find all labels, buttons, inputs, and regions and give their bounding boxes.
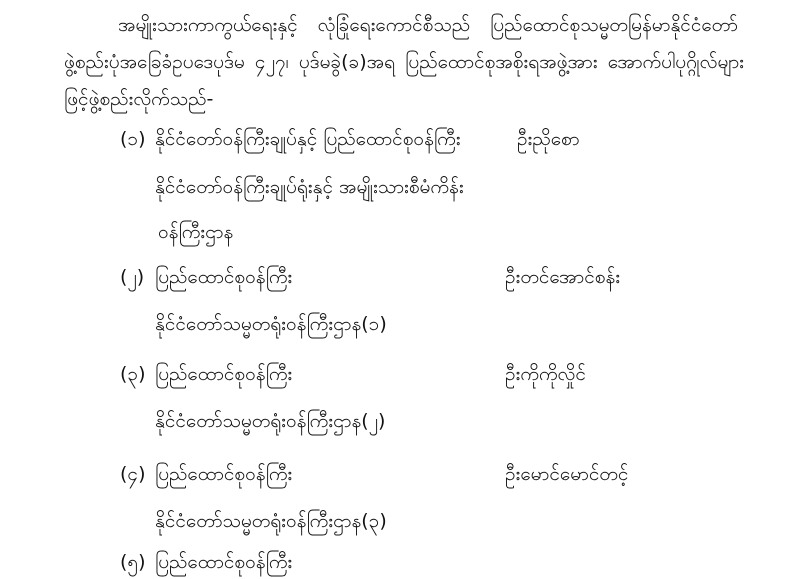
item-3-role-line-2: နိုင်ငံတော်သမ္မတရုံးဝန်ကြီးဌာန(၂) bbox=[155, 410, 386, 432]
item-4-number: (၄) bbox=[120, 463, 146, 485]
item-4-role-line-2: နိုင်ငံတော်သမ္မတရုံးဝန်ကြီးဌာန(၃) bbox=[155, 510, 387, 532]
item-1-number: (၁) bbox=[120, 128, 146, 150]
intro-line-1: အမျိုးသားကာကွယ်ရေးနှင့် လုံခြုံရေးကောင်စီသည် ပြည်ထောင်စုသမ္မတမြန်မာနိုင်ငံတော် bbox=[118, 14, 738, 36]
item-4-name: ဦးမောင်မောင်တင့် bbox=[505, 463, 629, 485]
item-4-role-line-1: ပြည်ထောင်စုဝန်ကြီး bbox=[155, 463, 293, 485]
item-2-name: ဦးတင်အောင်စန်း bbox=[505, 266, 621, 288]
item-3-role-line-1: ပြည်ထောင်စုဝန်ကြီး bbox=[155, 363, 293, 385]
item-1-role-line-2: နိုင်ငံတော်ဝန်ကြီးချုပ်ရုံးနှင့် အမျိုးသားစီမံကိန်း bbox=[155, 176, 464, 198]
item-1-name: ဦးညိုစော bbox=[517, 128, 580, 150]
item-1-role-line-3: ဝန်ကြီးဌာန bbox=[158, 221, 234, 243]
intro-line-2: ဖွဲ့စည်းပုံအခြေခံဥပဒေပုဒ်မ ၄၂၇၊ ပုဒ်မခွဲ(ခ)အရ ပြည်ထောင်စုအစိုးရအဖွဲ့အား အောက်ပါပုဂ္ဂိုလ်များ bbox=[64, 51, 744, 73]
item-3-number: (၃) bbox=[120, 363, 146, 385]
item-5-number: (၅) bbox=[120, 551, 146, 573]
item-1-role-line-1: နိုင်ငံတော်ဝန်ကြီးချုပ်နှင့် ပြည်ထောင်စုဝန်ကြီး bbox=[155, 128, 461, 150]
intro-line-3: ဖြင့်ဖွဲ့စည်းလိုက်သည်- bbox=[64, 88, 214, 110]
item-3-name: ဦးကိုကိုလှိုင် bbox=[505, 363, 586, 385]
item-5-role-line-1: ပြည်ထောင်စုဝန်ကြီး bbox=[155, 551, 293, 573]
item-2-number: (၂) bbox=[120, 266, 145, 288]
item-2-role-line-1: ပြည်ထောင်စုဝန်ကြီး bbox=[155, 266, 293, 288]
item-2-role-line-2: နိုင်ငံတော်သမ္မတရုံးဝန်ကြီးဌာန(၁) bbox=[155, 313, 387, 335]
